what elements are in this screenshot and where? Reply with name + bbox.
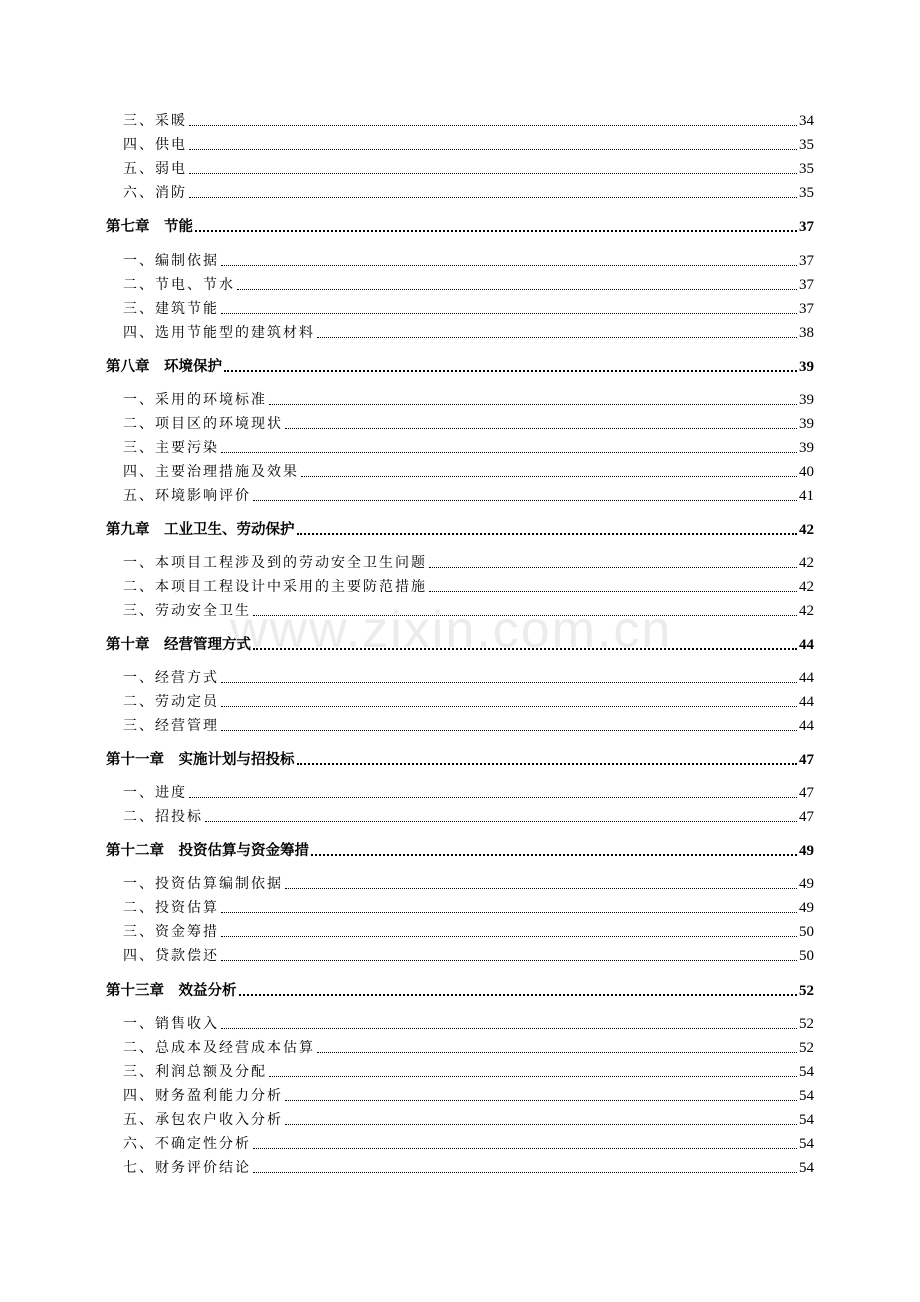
toc-section-row[interactable] [123, 783, 814, 803]
toc-chapter-title: 第九章 工业卫生、劳动保护 [106, 521, 295, 538]
toc-page-number: 39 [799, 359, 814, 375]
toc-page-number: 42 [799, 555, 814, 571]
toc-page-number: 35 [799, 161, 814, 177]
toc-section-title: 四、主要治理措施及效果 [123, 464, 299, 480]
dot-leader [253, 647, 797, 650]
toc-section-title: 三、劳动安全卫生 [123, 603, 251, 619]
dot-leader [253, 614, 797, 616]
toc-section-title: 二、劳动定员 [123, 694, 219, 710]
dot-leader [221, 959, 797, 961]
toc-page-number: 49 [799, 843, 814, 859]
toc-section-row[interactable] [123, 898, 814, 918]
toc-page-number: 47 [799, 809, 814, 825]
toc-section-row[interactable] [123, 716, 814, 736]
toc-section-title: 一、销售收入 [123, 1016, 219, 1032]
dot-leader [205, 820, 797, 822]
dot-leader [221, 451, 797, 453]
toc-section-title: 三、经营管理 [123, 718, 219, 734]
toc-section-row[interactable] [123, 390, 814, 410]
dot-leader [429, 590, 797, 592]
toc-section-title: 三、利润总额及分配 [123, 1064, 267, 1080]
toc-page-number: 52 [799, 1040, 814, 1056]
toc-page-number: 42 [799, 522, 814, 538]
toc-page-number: 50 [799, 924, 814, 940]
toc-section-row[interactable] [123, 668, 814, 688]
dot-leader [221, 264, 797, 266]
toc-page-number: 54 [799, 1088, 814, 1104]
dot-leader [239, 993, 798, 996]
dot-leader [237, 288, 797, 290]
toc-section-title: 六、不确定性分析 [123, 1136, 251, 1152]
toc-section-title: 一、经营方式 [123, 670, 219, 686]
toc-section-title: 一、编制依据 [123, 253, 219, 269]
toc-section-row[interactable] [123, 159, 814, 179]
toc-page-number: 35 [799, 185, 814, 201]
dot-leader [285, 1123, 797, 1125]
toc-page-number: 39 [799, 392, 814, 408]
dot-leader [311, 853, 797, 856]
toc-page-number: 39 [799, 416, 814, 432]
toc-section-row[interactable] [123, 1062, 814, 1082]
toc-page-number: 42 [799, 579, 814, 595]
dot-leader [253, 499, 797, 501]
toc-page-number: 34 [799, 113, 814, 129]
dot-leader [269, 403, 797, 405]
toc-section-title: 二、本项目工程设计中采用的主要防范措施 [123, 579, 427, 595]
toc-section-title: 二、项目区的环境现状 [123, 416, 283, 432]
dot-leader [269, 1075, 797, 1077]
toc-chapter-title: 第十二章 投资估算与资金筹措 [106, 842, 309, 859]
toc-chapter-title: 第十一章 实施计划与招投标 [106, 751, 295, 768]
toc-page-number: 54 [799, 1112, 814, 1128]
dot-leader [317, 336, 797, 338]
dot-leader [253, 1147, 797, 1149]
dot-leader [297, 532, 798, 535]
toc-page-number: 37 [799, 301, 814, 317]
toc-chapter-row[interactable] [106, 841, 814, 861]
toc-section-row[interactable] [123, 251, 814, 271]
dot-leader [221, 729, 797, 731]
toc-section-row[interactable] [123, 807, 814, 827]
dot-leader [189, 172, 797, 174]
toc-section-title: 四、财务盈利能力分析 [123, 1088, 283, 1104]
toc-section-row[interactable] [123, 577, 814, 597]
toc-chapter-title: 第十三章 效益分析 [106, 982, 237, 999]
toc-section-title: 四、供电 [123, 137, 187, 153]
toc-page-number: 54 [799, 1064, 814, 1080]
dot-leader [221, 681, 797, 683]
toc-page-number: 37 [799, 219, 814, 235]
dot-leader [189, 148, 797, 150]
toc-section-title: 二、招投标 [123, 809, 203, 825]
toc-section-row[interactable] [123, 462, 814, 482]
toc-section-row[interactable] [123, 183, 814, 203]
dot-leader [297, 762, 798, 765]
toc-section-row[interactable] [123, 111, 814, 131]
toc-chapter-title: 第十章 经营管理方式 [106, 636, 251, 653]
toc-chapter-title: 第七章 节能 [106, 218, 193, 235]
toc-section-row[interactable] [123, 1134, 814, 1154]
toc-section-row[interactable] [123, 135, 814, 155]
toc-page-number: 52 [799, 983, 814, 999]
toc-page-number: 37 [799, 277, 814, 293]
toc-page-number: 44 [799, 694, 814, 710]
toc-page-number: 38 [799, 325, 814, 341]
toc-section-title: 四、选用节能型的建筑材料 [123, 325, 315, 341]
toc-page-number: 50 [799, 948, 814, 964]
dot-leader [253, 1171, 797, 1173]
toc-section-title: 三、建筑节能 [123, 301, 219, 317]
dot-leader [221, 935, 797, 937]
dot-leader [189, 196, 797, 198]
toc-chapter-row[interactable] [106, 750, 814, 770]
dot-leader [221, 911, 797, 913]
toc-section-row[interactable] [123, 438, 814, 458]
dot-leader [285, 887, 797, 889]
toc-page-number: 47 [799, 752, 814, 768]
toc-section-title: 三、资金筹措 [123, 924, 219, 940]
toc-chapter-row[interactable] [106, 635, 814, 655]
toc-section-title: 一、采用的环境标准 [123, 392, 267, 408]
toc-section-title: 三、采暖 [123, 113, 187, 129]
toc-page-number: 44 [799, 670, 814, 686]
toc-section-row[interactable] [123, 692, 814, 712]
toc-section-row[interactable] [123, 922, 814, 942]
toc-section-row[interactable] [123, 1110, 814, 1130]
toc-section-row[interactable] [123, 874, 814, 894]
toc-page-number: 54 [799, 1160, 814, 1176]
toc-page-number: 41 [799, 488, 814, 504]
toc-section-title: 一、进度 [123, 785, 187, 801]
toc-section-row[interactable] [123, 1086, 814, 1106]
toc-section-title: 七、财务评价结论 [123, 1160, 251, 1176]
toc-section-title: 一、本项目工程涉及到的劳动安全卫生问题 [123, 555, 427, 571]
toc-section-row[interactable] [123, 414, 814, 434]
toc-page-number: 54 [799, 1136, 814, 1152]
toc-chapter-row[interactable] [106, 357, 814, 377]
toc-section-title: 五、弱电 [123, 161, 187, 177]
toc-section-title: 二、投资估算 [123, 900, 219, 916]
toc-section-row[interactable] [123, 1038, 814, 1058]
toc-section-row[interactable] [123, 1158, 814, 1178]
toc-page-number: 35 [799, 137, 814, 153]
toc-section-row[interactable] [123, 486, 814, 506]
toc-page-number: 49 [799, 900, 814, 916]
dot-leader [285, 1099, 797, 1101]
watermark: www.zixin.com.cn [230, 601, 673, 659]
toc-section-title: 一、投资估算编制依据 [123, 876, 283, 892]
toc-section-row[interactable] [123, 946, 814, 966]
toc-page-number: 40 [799, 464, 814, 480]
dot-leader [189, 124, 797, 126]
toc-section-row[interactable] [123, 1014, 814, 1034]
dot-leader [317, 1051, 797, 1053]
dot-leader [285, 427, 797, 429]
toc-page-number: 52 [799, 1016, 814, 1032]
dot-leader [195, 229, 797, 232]
toc-section-title: 五、承包农户收入分析 [123, 1112, 283, 1128]
toc-section-title: 五、环境影响评价 [123, 488, 251, 504]
toc-page-number: 44 [799, 637, 814, 653]
toc-section-title: 四、贷款偿还 [123, 948, 219, 964]
dot-leader [189, 796, 797, 798]
dot-leader [221, 705, 797, 707]
toc-chapter-row[interactable] [106, 217, 814, 237]
toc-page-number: 42 [799, 603, 814, 619]
toc-section-row[interactable] [123, 601, 814, 621]
toc-page-number: 44 [799, 718, 814, 734]
toc-section-title: 二、总成本及经营成本估算 [123, 1040, 315, 1056]
toc-page-number: 39 [799, 440, 814, 456]
toc-section-title: 三、主要污染 [123, 440, 219, 456]
toc-page-number: 47 [799, 785, 814, 801]
toc-section-row[interactable] [123, 275, 814, 295]
dot-leader [224, 369, 797, 372]
dot-leader [221, 1027, 797, 1029]
toc-section-row[interactable] [123, 323, 814, 343]
toc-page-number: 49 [799, 876, 814, 892]
toc-section-title: 二、节电、节水 [123, 277, 235, 293]
toc-page-number: 37 [799, 253, 814, 269]
toc-chapter-title: 第八章 环境保护 [106, 358, 222, 375]
toc-section-title: 六、消防 [123, 185, 187, 201]
toc-section-row[interactable] [123, 299, 814, 319]
dot-leader [301, 475, 797, 477]
toc-section-row[interactable] [123, 553, 814, 573]
toc-chapter-row[interactable] [106, 520, 814, 540]
dot-leader [429, 566, 797, 568]
toc-chapter-row[interactable] [106, 981, 814, 1001]
dot-leader [221, 312, 797, 314]
